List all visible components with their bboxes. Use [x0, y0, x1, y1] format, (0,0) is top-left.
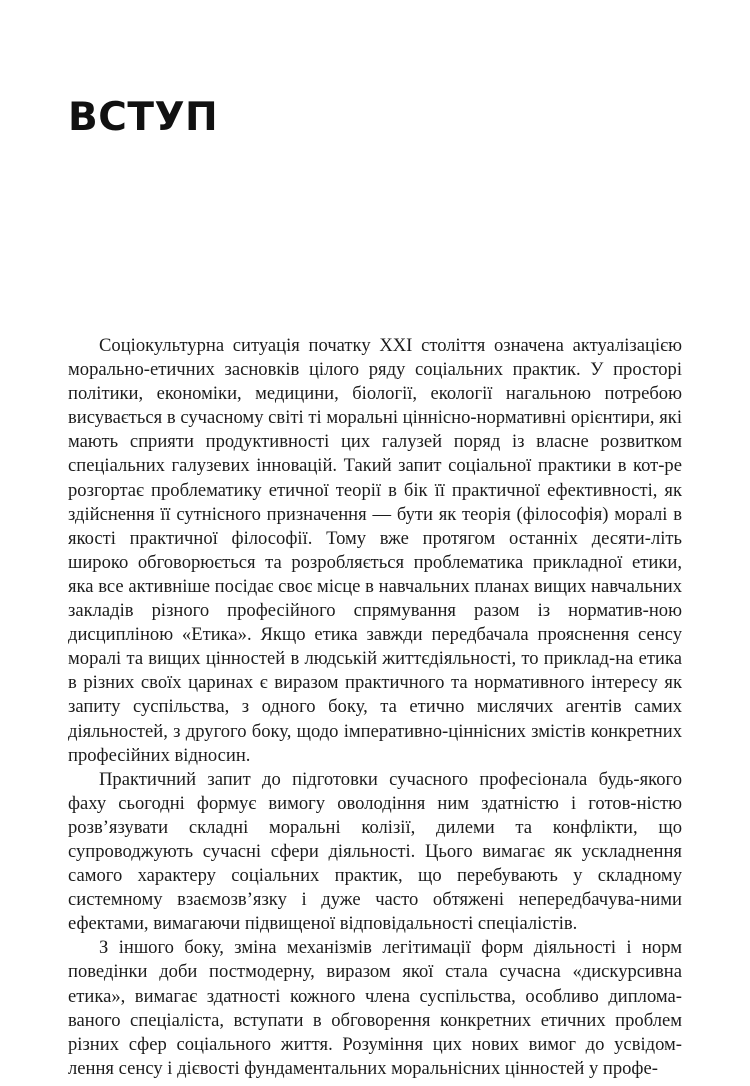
chapter-title: ВСТУП — [68, 95, 219, 140]
paragraph: Практичний запит до підготовки сучасного професіонала будь-якого фаху сьогодні формує вимогу оволодіння ним здатністю і готов-ністю розв’язувати складні моральні колізії, дилеми та конфлікти, що супроводжують сучасні сфери діяльності. Цього вимагає як ускладнення самого характеру соціальних практик, що перебувають у складному системному взаємозв’язку і дуже часто обтяжені непередбачува-ними ефектами, вимагаючи підвищеної відповідальності спеціалістів. — [68, 768, 682, 935]
body-text — [68, 334, 682, 1081]
paragraph: З іншого боку, зміна механізмів легітимації форм діяльності і норм поведінки доби постмодерну, виразом якої стала сучасна «дискурсивна етика», вимагає здатності кожного члена суспільства, особливо диплома-ваного спеціаліста, вступати в обговорення конкретних етичних проблем різних сфер соціального життя. Розуміння цих нових вимог до усвідом-лення сенсу і дієвості фундаментальних моральнісних цінностей у профе- — [68, 937, 682, 1079]
paragraph: Соціокультурна ситуація початку XXI століття означена актуалізацією морально-етичних засновків цілого ряду соціальних практик. У просторі політики, економіки, медицини, біології, екології нагальною потребою висувається в сучасному світі ті моральні ціннісно-нормативні орієнтири, які мають сприяти продуктивності цих галузей поряд із власне розвитком спеціальних галузевих інновацій. Такий запит соціальної практики в кот-ре розгортає проблематику етичної теорії в бік її практичної ефективності, як здійснення її сутнісного призначення — бути як теорія (філософія) моралі в якості практичної філософії. Тому вже протягом останніх десяти-літь широко обговорюється та розробляється проблематика прикладної етики, яка все активніше посідає своє місце в навчальних планах вищих навчальних закладів різного професійного спрямування разом із норматив-ною дисципліною «Етика». Якщо етика завжди передбачала прояснення сенсу моралі та вищих цінностей в людській життєдіяльності, то приклад-на етика в різних своїх царинах є виразом практичного та нормативного інтересу як запиту суспільства, з одного боку, та етично мислячих агентів самих діяльностей, з другого боку, щодо імперативно-ціннісних змістів конкретних професійних відносин. — [68, 335, 682, 766]
